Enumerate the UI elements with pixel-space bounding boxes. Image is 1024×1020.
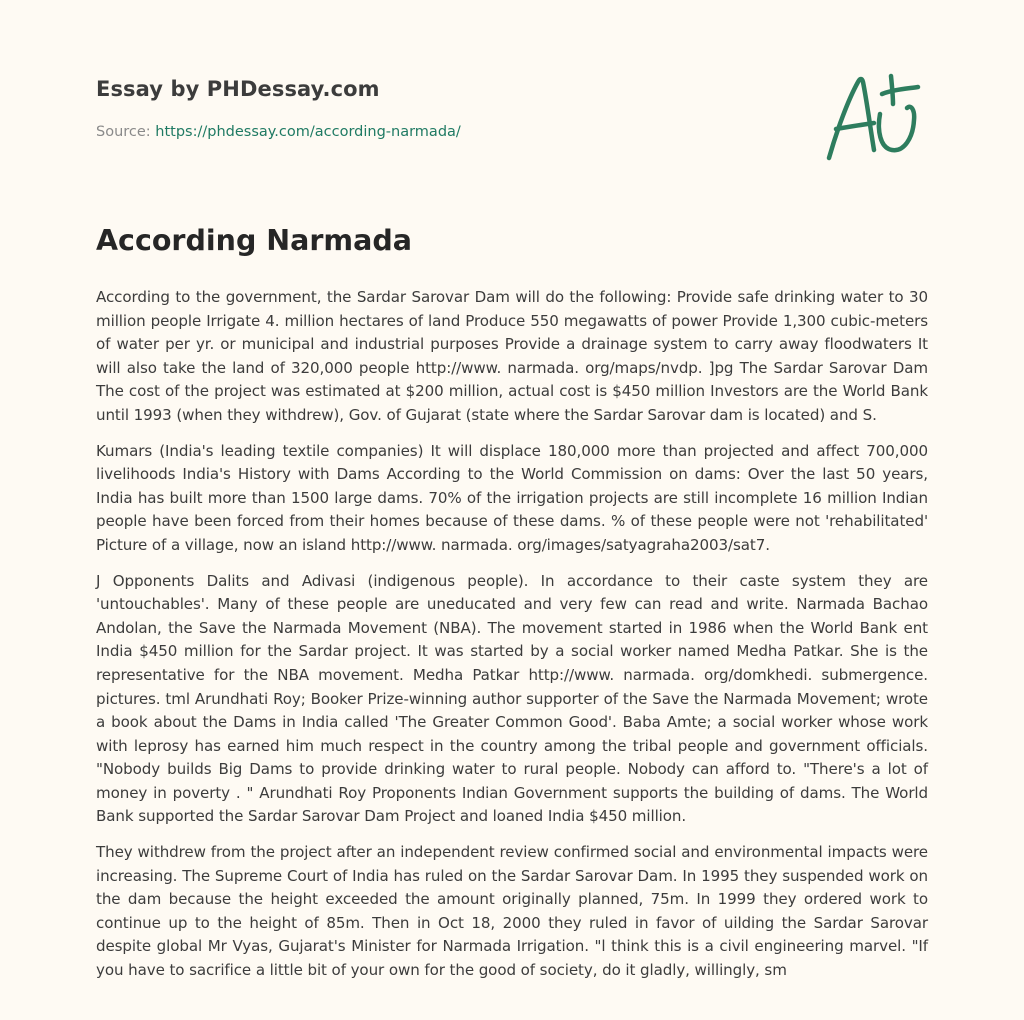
essay-paragraph: Kumars (India's leading textile companies) It will displace 180,000 more than projected and affect 700,000 livelihoods India's History with Dams According to the World Commission on dams: Over the last 50 years, India has built more than 1500 large dams. 70% of the irrigation projects are still incomplete 16 million Indian people have been forced from their homes because of these dams. % of these people were not 'rehabilitated' Picture of a village, now an island http://www. narmada. org/images/satyagraha2003/sat7. bbox=[96, 441, 928, 554]
essay-body bbox=[96, 286, 928, 995]
source-line bbox=[96, 124, 461, 140]
essay-paragraph: They withdrew from the project after an independent review confirmed social and environmental impacts were increasing. The Supreme Court of India has ruled on the Sardar Sarovar Dam. In 1995 they suspended work on the dam because the height exceeded the amount originally planned, 75m. In 1999 they ordered work to continue up to the height of 85m. Then in Oct 18, 2000 they ruled in favor of uilding the Sardar Sarovar despite global Mr Vyas, Gujarat's Minister for Narmada Irrigation. "l think this is a civil engineering marvel. "If you have to sacrifice a little bit of your own for the good of society, do it gladly, willingly, sm bbox=[96, 843, 928, 980]
essay-title: According Narmada bbox=[96, 224, 412, 257]
source-link[interactable]: https://phdessay.com/according-narmada/ bbox=[155, 124, 461, 140]
essay-paragraph: J Opponents Dalits and Adivasi (indigenous people). In accordance to their caste system they are 'untouchables'. Many of these people are uneducated and very few can read and write. Narmada Bachao Andolan, the Save the Narmada Movement (NBA). The movement started in 1986 when the World Bank ent India $450 million for the Sardar project. It was started by a social worker named Medha Patkar. She is the representative for the NBA movement. Medha Patkar http://www. narmada. org/domkhedi. submergence. pictures. tml Arundhati Roy; Booker Prize-winning author supporter of the Save the Narmada Movement; wrote a book about the Dams in India called 'The Greater Common Good'. Baba Amte; a social worker whose work with leprosy has earned him much respect in the country among the tribal people and government officials. "Nobody builds Big Dams to provide drinking water to rural people. Nobody can afford to. "There's a lot of money in poverty . " Arundhati Roy Proponents Indian Government supports the building of dams. The World Bank supported the Sardar Sarovar Dam Project and loaned India $450 million. bbox=[96, 571, 928, 826]
a-plus-logo-icon bbox=[822, 68, 928, 164]
site-title: Essay by PHDessay.com bbox=[96, 77, 380, 101]
source-label: Source: bbox=[96, 124, 151, 140]
essay-paragraph: According to the government, the Sardar Sarovar Dam will do the following: Provide safe drinking water to 30 million people Irrigate 4. million hectares of land Produce 550 megawatts of power Provide 1,300 cubic-meters of water per yr. or municipal and industrial purposes Provide a drainage system to carry away floodwaters It will also take the land of 320,000 people http://www. narmada. org/maps/nvdp. ]pg The Sardar Sarovar Dam The cost of the project was estimated at $200 million, actual cost is $450 million Investors are the World Bank until 1993 (when they withdrew), Gov. of Gujarat (state where the Sardar Sarovar dam is located) and S. bbox=[96, 288, 928, 424]
